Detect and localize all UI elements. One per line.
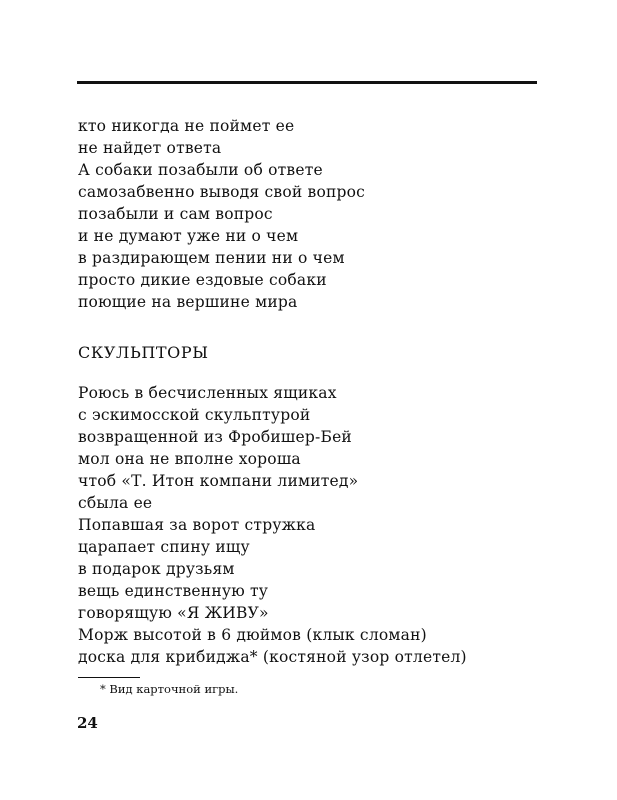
verse-line: кто никогда не поймет ее bbox=[78, 117, 295, 135]
verse-line: вещь единственную ту bbox=[78, 582, 269, 600]
poem-body bbox=[78, 382, 467, 668]
verse-line: Морж высотой в 6 дюймов (клык сломан) bbox=[78, 626, 427, 644]
verse-line: А собаки позабыли об ответе bbox=[78, 161, 323, 179]
verse-line: Попавшая за ворот стружка bbox=[78, 516, 316, 534]
verse-line: возвращенной из Фробишер-Бей bbox=[78, 428, 352, 446]
verse-line: говорящую «Я ЖИВУ» bbox=[78, 604, 269, 622]
footnote: * Вид карточной игры. bbox=[100, 682, 239, 696]
verse-line: не найдет ответа bbox=[78, 139, 222, 157]
page-number: 24 bbox=[77, 714, 98, 732]
top-stanza bbox=[78, 115, 365, 313]
verse-line: доска для крибиджа* (костяной узор отлетел) bbox=[78, 648, 467, 666]
verse-line: в раздирающем пении ни о чем bbox=[78, 249, 345, 267]
verse-line: с эскимосской скульптурой bbox=[78, 406, 311, 424]
footnote-rule bbox=[78, 677, 140, 678]
verse-line: просто дикие ездовые собаки bbox=[78, 271, 327, 289]
verse-line: в подарок друзьям bbox=[78, 560, 235, 578]
header-rule bbox=[77, 81, 537, 84]
verse-line: сбыла ее bbox=[78, 494, 153, 512]
verse-line: царапает спину ищу bbox=[78, 538, 250, 556]
verse-line: Роюсь в бесчисленных ящиках bbox=[78, 384, 337, 402]
verse-line: чтоб «Т. Итон компани лимитед» bbox=[78, 472, 359, 490]
verse-line: поющие на вершине мира bbox=[78, 293, 298, 311]
verse-line: и не думают уже ни о чем bbox=[78, 227, 299, 245]
verse-line: самозабвенно выводя свой вопрос bbox=[78, 183, 366, 201]
verse-line: позабыли и сам вопрос bbox=[78, 205, 273, 223]
verse-line: мол она не вполне хороша bbox=[78, 450, 301, 468]
poem-title: СКУЛЬПТОРЫ bbox=[78, 343, 209, 362]
